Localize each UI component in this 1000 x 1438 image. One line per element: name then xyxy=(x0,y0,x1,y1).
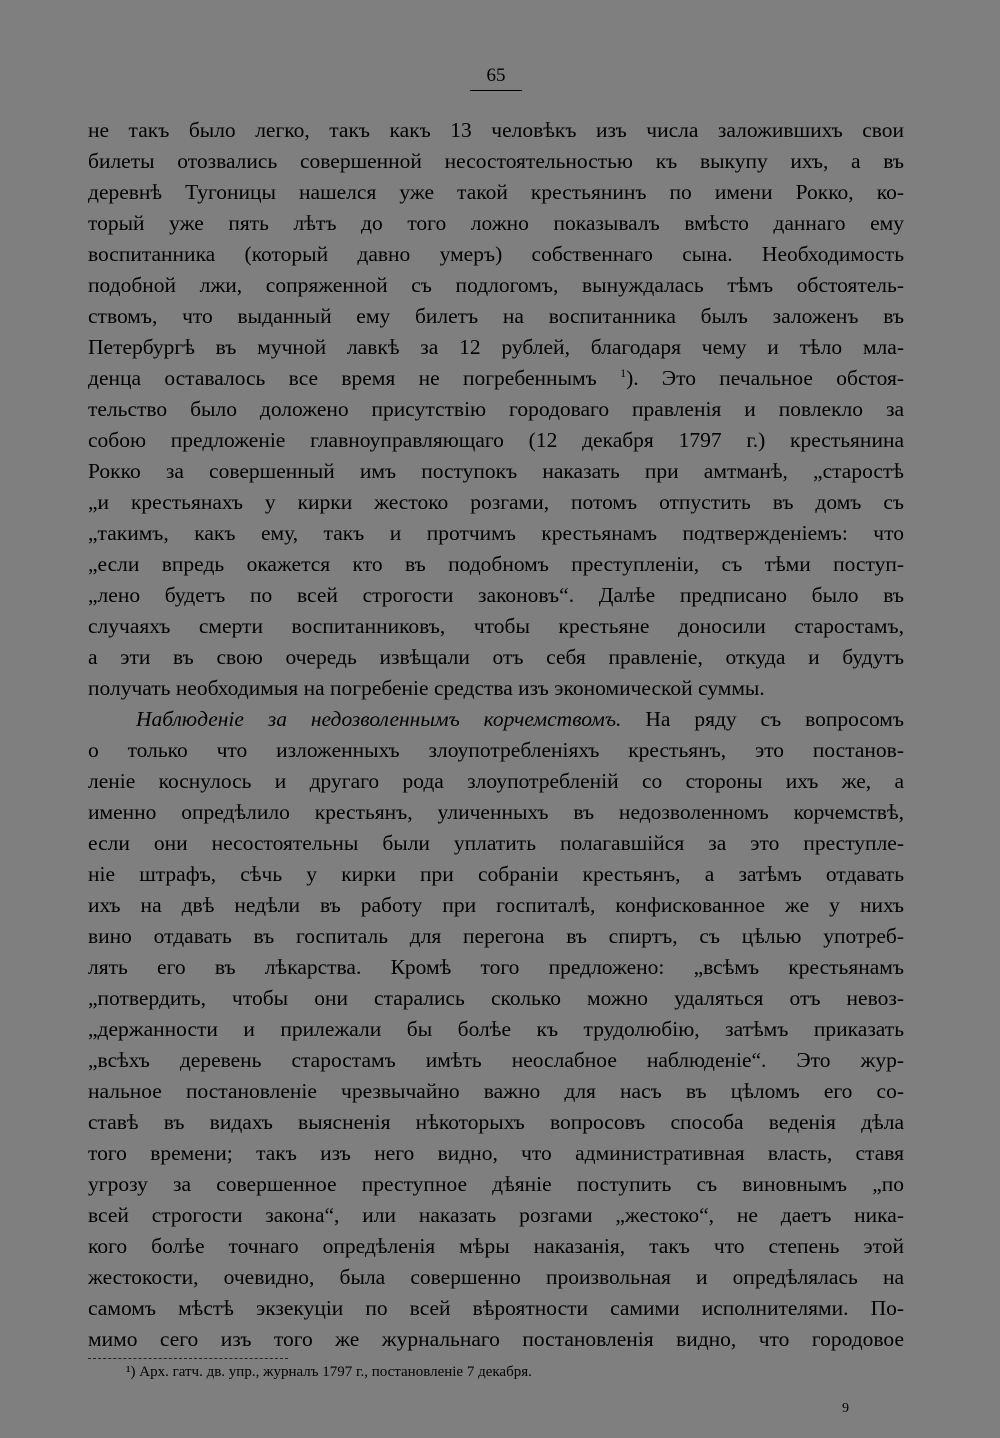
text-line: „держанности и прилежали бы болѣе къ трудолюбію, затѣмъ приказать xyxy=(88,1017,904,1041)
text-line: самомъ мѣстѣ экзекуціи по всей вѣроятности самими исполнителями. По- xyxy=(88,1296,904,1320)
footnote: ¹) Арх. гатч. дв. упр., журналъ 1797 г., постановленіе 7 декабря. xyxy=(126,1364,532,1380)
section-heading: Наблюденіе за недозволеннымъ корчемствомъ. xyxy=(136,707,622,731)
text-line: билеты отозвались совершенной несостоятельностью къ выкупу ихъ, а въ xyxy=(88,149,904,173)
text-line: воспитанника (который давно умеръ) собственнаго сына. Необходимость xyxy=(88,242,904,266)
text-line: ставѣ въ видахъ выясненія нѣкоторыхъ вопросовъ способа веденія дѣла xyxy=(88,1110,904,1134)
text-line: лять его въ лѣкарства. Кромѣ того предложено: „всѣмъ крестьянамъ xyxy=(88,955,904,979)
text-line: всей строгости закона“, или наказать розгами „жестоко“, не даетъ ника- xyxy=(88,1203,904,1227)
text-line: угрозу за совершенное преступное дѣяніе поступить съ виновнымъ „по xyxy=(88,1172,904,1196)
text-line: „и крестьянахъ у кирки жестоко розгами, потомъ отпустить въ домъ съ xyxy=(88,490,904,514)
signature-mark: 9 xyxy=(842,1401,849,1416)
text-line: „лено будетъ по всей строгости законовъ“. Далѣе предписано было въ xyxy=(88,583,904,607)
text-line: Рокко за совершенный имъ поступокъ наказать при амтманѣ, „старостѣ xyxy=(88,459,904,483)
text-line: ствомъ, что выданный ему билетъ на воспитанника былъ заложенъ въ xyxy=(88,304,904,328)
text-segment: денца оставалось все время не погребеннымъ xyxy=(88,366,597,390)
text-line: если они несостоятельны были уплатить полагавшійся за это преступле- xyxy=(88,831,904,855)
text-line: о только что изложенныхъ злоупотребленіяхъ крестьянъ, это постанов- xyxy=(88,738,904,762)
text-line: ихъ на двѣ недѣли въ работу при госпиталѣ, конфискованное же у нихъ xyxy=(88,893,904,917)
footnote-ref: 1 xyxy=(620,365,627,380)
text-line: „если впредь окажется кто въ подобномъ преступленіи, съ тѣми поступ- xyxy=(88,552,904,576)
text-line: „такимъ, какъ ему, такъ и протчимъ крестьянамъ подтвержденіемъ: что xyxy=(88,521,904,545)
text-line: вино отдавать въ госпиталь для перегона въ спиртъ, съ цѣлью употреб- xyxy=(88,924,904,948)
page-number: 65 xyxy=(470,64,522,91)
text-segment: ). Это печальное обстоя- xyxy=(626,366,904,390)
text-line xyxy=(88,364,904,392)
text-line: тельство было доложено присутствію городоваго правленія и повлекло за xyxy=(88,397,904,421)
text-line: Петербургѣ въ мучной лавкѣ за 12 рублей, благодаря чему и тѣло мла- xyxy=(88,335,904,359)
text-line: мимо сего изъ того же журнальнаго постановленія видно, что городовое xyxy=(88,1327,904,1351)
text-line: ніе штрафъ, сѣчь у кирки при собраніи крестьянъ, а затѣмъ отдавать xyxy=(88,862,904,886)
text-line: кого болѣе точнаго опредѣленія мѣры наказанія, такъ что степень этой xyxy=(88,1234,904,1258)
text-line: леніе коснулось и другаго рода злоупотребленій со стороны ихъ же, а xyxy=(88,769,904,793)
text-line: жестокости, очевидно, была совершенно произвольная и опредѣлялась на xyxy=(88,1265,904,1289)
text-line: „всѣхъ деревень старостамъ имѣть неослабное наблюденіе“. Это жур- xyxy=(88,1048,904,1072)
text-line: „потвердить, чтобы они старались сколько можно удаляться отъ невоз- xyxy=(88,986,904,1010)
text-segment: На ряду съ вопросомъ xyxy=(645,707,905,731)
text-line: получать необходимыя на погребеніе средства изъ экономической суммы. xyxy=(88,676,765,700)
text-line: случаяхъ смерти воспитанниковъ, чтобы крестьяне доносили старостамъ, xyxy=(88,614,904,638)
text-line: того времени; такъ изъ него видно, что административная власть, ставя xyxy=(88,1141,904,1165)
footnote-divider xyxy=(88,1358,288,1359)
text-line: не такъ было легко, такъ какъ 13 человѣкъ изъ числа заложившихъ свои xyxy=(88,118,904,142)
section-heading-line xyxy=(136,705,904,733)
text-line: нальное постановленіе чрезвычайно важно для насъ въ цѣломъ его со- xyxy=(88,1079,904,1103)
text-line: торый уже пять лѣтъ до того ложно показывалъ вмѣсто даннаго ему xyxy=(88,211,904,235)
text-line: деревнѣ Тугоницы нашелся уже такой крестьянинъ по имени Рокко, ко- xyxy=(88,180,904,204)
text-line: подобной лжи, сопряженной съ подлогомъ, вынуждалась тѣмъ обстоятель- xyxy=(88,273,904,297)
text-line: именно опредѣлило крестьянъ, уличенныхъ въ недозволенномъ корчемствѣ, xyxy=(88,800,904,824)
text-line: а эти въ свою очередь извѣщали отъ себя правленіе, откуда и будутъ xyxy=(88,645,904,669)
text-line: собою предложеніе главноуправляющаго (12 декабря 1797 г.) крестьянина xyxy=(88,428,904,452)
